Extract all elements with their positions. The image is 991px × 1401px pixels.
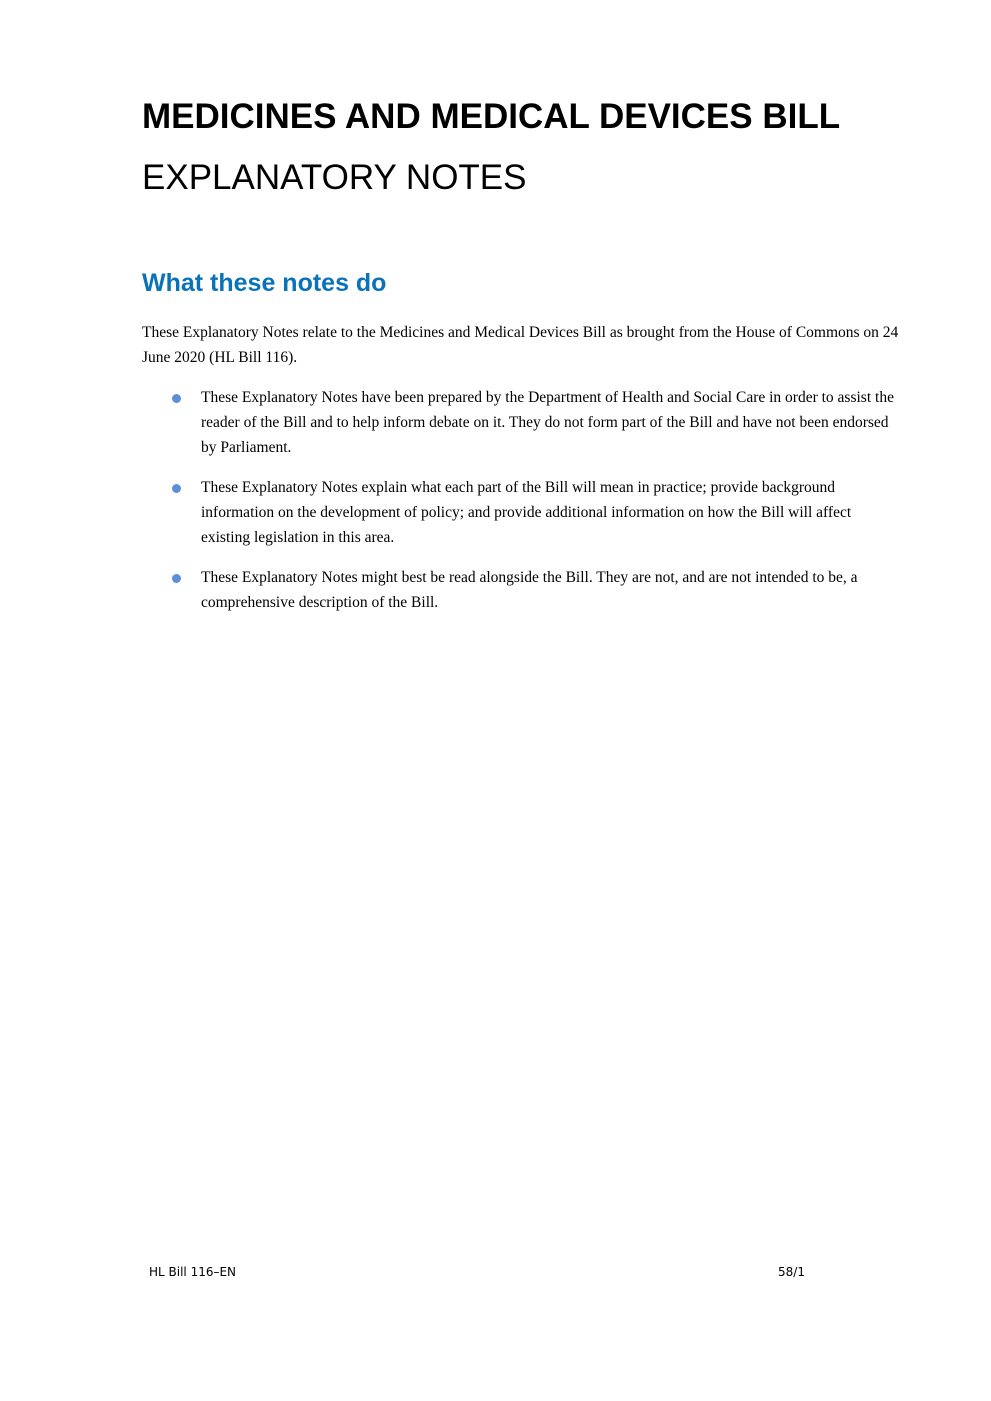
document-title: MEDICINES AND MEDICAL DEVICES BILL: [142, 97, 841, 136]
bullet-text: These Explanatory Notes explain what each part of the Bill will mean in practice; provide background information on the development of policy; and provide additional information on how the Bill will affect existing legislation in this area.: [201, 479, 852, 546]
intro-paragraph: These Explanatory Notes relate to the Medicines and Medical Devices Bill as brought from the House of Commons on 24 June 2020 (HL Bill 116).: [142, 324, 899, 366]
bullet-text: These Explanatory Notes might best be read alongside the Bill. They are not, and are not intended to be, a comprehensive description of the Bill.: [201, 569, 858, 611]
bullet-list: [142, 385, 902, 630]
footer-bill-reference: HL Bill 116–EN: [149, 1265, 237, 1279]
bullet-text: These Explanatory Notes have been prepared by the Department of Health and Social Care in order to assist the reader of the Bill and to help inform debate on it. They do not form part of the Bill and have not been endorsed by Parliament.: [201, 389, 894, 456]
bullet-item: [142, 475, 902, 550]
footer-print-code: 58/1: [778, 1265, 805, 1279]
bullet-dot-icon: [172, 394, 181, 403]
bullet-item: [142, 385, 902, 460]
bullet-dot-icon: [172, 484, 181, 493]
document-subtitle: EXPLANATORY NOTES: [142, 158, 527, 197]
section-heading: What these notes do: [142, 269, 387, 297]
bullet-item: [142, 565, 902, 615]
bullet-dot-icon: [172, 574, 181, 583]
